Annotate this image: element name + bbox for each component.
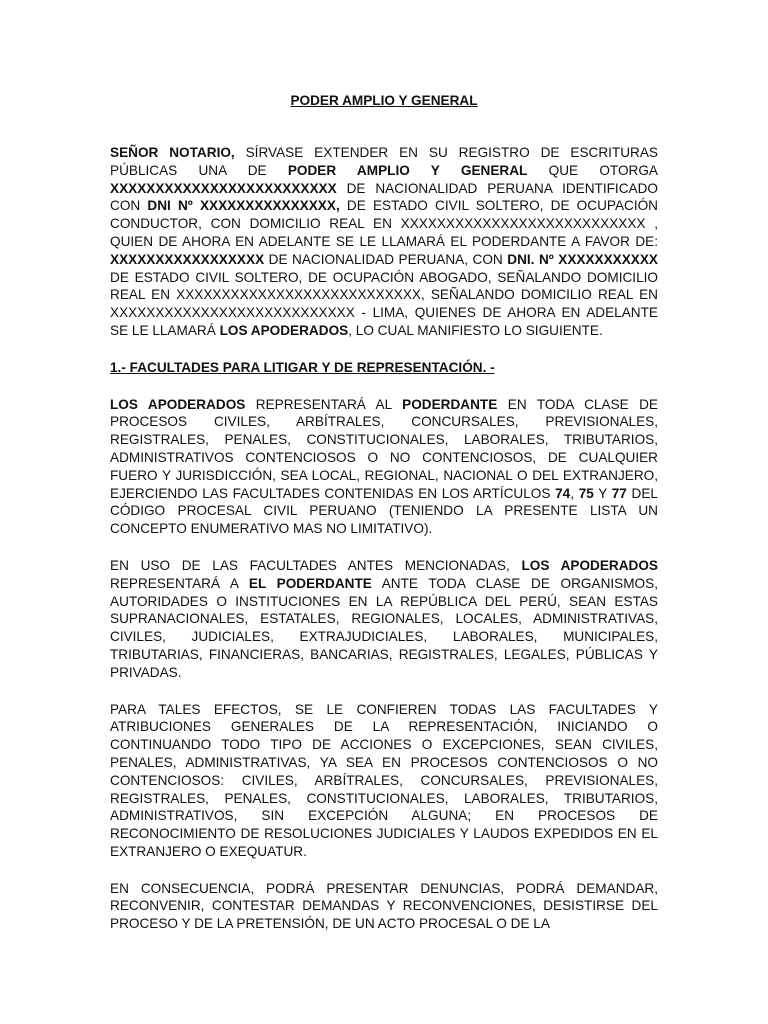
text-run: REPRESENTARÁ AL bbox=[245, 396, 403, 412]
text-run: ANTE TODA CLASE DE ORGANISMOS, AUTORIDADES O INSTITUCIONES EN LA REPÚBLICA DEL PERÚ, SEAN ESTAS SUPRANACIONALES, ESTATALES, REGIONALES, LOCALES, ADMINISTRATIVAS, CIVILES, JUDICIALES, EXTRAJUDICIALES, LABORALES, MUNICIPALES, TRIBUTARIAS, FINANCIERAS, BANCARIAS, REGISTRALES, LEGALES, PÚBLICAS Y PRIVADAS. bbox=[110, 575, 658, 680]
bold-text-run: 74 bbox=[555, 485, 571, 501]
text-run: , bbox=[570, 485, 579, 501]
bold-text-run: 77 bbox=[611, 485, 627, 501]
text-run: DEL CÓDIGO PROCESAL CIVIL PERUANO (TENIENDO LA PRESENTE LISTA UN CONCEPTO ENUMERATIVO MAS NO LIMITATIVO). bbox=[110, 485, 658, 537]
text-run: QUE OTORGA bbox=[527, 162, 658, 178]
bold-text-run: LOS APODERADOS bbox=[521, 557, 659, 573]
bold-text-run: 75 bbox=[578, 485, 594, 501]
consequence-paragraph bbox=[110, 880, 658, 933]
bold-text-run: LOS APODERADOS bbox=[219, 322, 349, 338]
bold-text-run: SEÑOR NOTARIO, bbox=[110, 145, 235, 160]
text-run: EN USO DE LAS FACULTADES ANTES MENCIONADAS, bbox=[110, 557, 522, 573]
intro-paragraph bbox=[110, 144, 658, 340]
document-title: PODER AMPLIO Y GENERAL bbox=[290, 93, 478, 108]
text-run: , LO CUAL MANIFIESTO LO SIGUIENTE. bbox=[348, 322, 603, 338]
text-run: REPRESENTARÁ A bbox=[110, 575, 249, 591]
section-heading-1: 1.- FACULTADES PARA LITIGAR Y DE REPRESENTACIÓN. - bbox=[110, 359, 495, 375]
text-run: SÍRVASE EXTENDER EN SU REGISTRO DE ESCRITURAS PÚBLICAS UNA DE bbox=[110, 145, 658, 178]
bold-text-run: XXXXXXXXXXXXXXXXX bbox=[110, 251, 265, 267]
text-run: DE NACIONALIDAD PERUANA IDENTIFICADO CON bbox=[110, 180, 658, 214]
bold-text-run: PODERDANTE bbox=[402, 396, 498, 412]
faculties-paragraph bbox=[110, 701, 658, 861]
bold-text-run: DNI Nº XXXXXXXXXXXXXXX, bbox=[147, 198, 340, 214]
text-run: DE ESTADO CIVIL SOLTERO, DE OCUPACIÓN CONDUCTOR, CON DOMICILIO REAL EN XXXXXXXXXXXXXXXXXXXXXXXXXXX , QUIEN DE AHORA EN ADELANTE SE LE LLAMARÁ EL PODERDANTE A FAVOR DE: bbox=[110, 198, 659, 249]
bold-text-run: LOS APODERADOS bbox=[110, 396, 246, 412]
bold-text-run: PODER AMPLIO Y GENERAL bbox=[287, 162, 528, 178]
bold-text-run: DNI. Nº XXXXXXXXXXX bbox=[507, 251, 658, 267]
organisms-paragraph bbox=[110, 557, 658, 682]
bold-text-run: XXXXXXXXXXXXXXXXXXXXXXXXX bbox=[110, 180, 337, 196]
text-run: EN TODA CLASE DE PROCESOS CIVILES, ARBÍTRALES, CONCURSALES, PREVISIONALES, REGISTRALES, PENALES, CONSTITUCIONALES, LABORALES, TRIBUTARIOS, ADMINISTRATIVOS CONTENCIOSOS O NO CONTENCIOSOS, DE CUALQUIER FUERO Y JURISDICCIÓN, SEA LOCAL, REGIONAL, NACIONAL O DEL EXTRANJERO, EJERCIENDO LAS FACULTADES CONTENIDAS EN LOS ARTÍCULOS bbox=[110, 396, 658, 501]
bold-text-run: EL PODERDANTE bbox=[248, 575, 372, 591]
text-run: DE ESTADO CIVIL SOLTERO, DE OCUPACIÓN ABOGADO, SEÑALANDO DOMICILIO REAL EN XXXXXXXXXXXXXXXXXXXXXXXXXXX, SEÑALANDO DOMICILIO REAL EN XXXXXXXXXXXXXXXXXXXXXXXXXXX - LIMA, QUIENES DE AHORA EN ADELANTE SE LE LLAMARÁ bbox=[110, 269, 658, 338]
text-run: PARA TALES EFECTOS, SE LE CONFIEREN TODAS LAS FACULTADES Y ATRIBUCIONES GENERALES DE LA REPRESENTACIÓN, INICIANDO O CONTINUANDO TODO TIPO DE ACCIONES O EXCEPCIONES, SEAN CIVILES, PENALES, ADMINISTRATIVAS, YA SEA EN PROCESOS CONTENCIOSOS O NO CONTENCIOSOS: CIVILES, ARBÍTRALES, CONCURSALES, PREVISIONALES, REGISTRALES, PENALES, CONSTITUCIONALES, LABORALES, TRIBUTARIOS, ADMINISTRATIVOS, SIN EXCEPCIÓN ALGUNA; EN PROCESOS DE RECONOCIMIENTO DE RESOLUCIONES JUDICIALES Y LAUDOS EXPEDIDOS EN EL EXTRANJERO O EXEQUATUR. bbox=[110, 701, 658, 859]
text-run: Y bbox=[593, 485, 612, 501]
text-run: DE NACIONALIDAD PERUANA, CON bbox=[264, 251, 508, 267]
text-run: EN CONSECUENCIA, PODRÁ PRESENTAR DENUNCIAS, PODRÁ DEMANDAR, RECONVENIR, CONTESTAR DEMANDAS Y RECONVENCIONES, DESISTIRSE DEL PROCESO Y DE LA PRETENSIÓN, DE UN ACTO PROCESAL O DE LA bbox=[110, 880, 658, 932]
representation-paragraph bbox=[110, 396, 658, 538]
